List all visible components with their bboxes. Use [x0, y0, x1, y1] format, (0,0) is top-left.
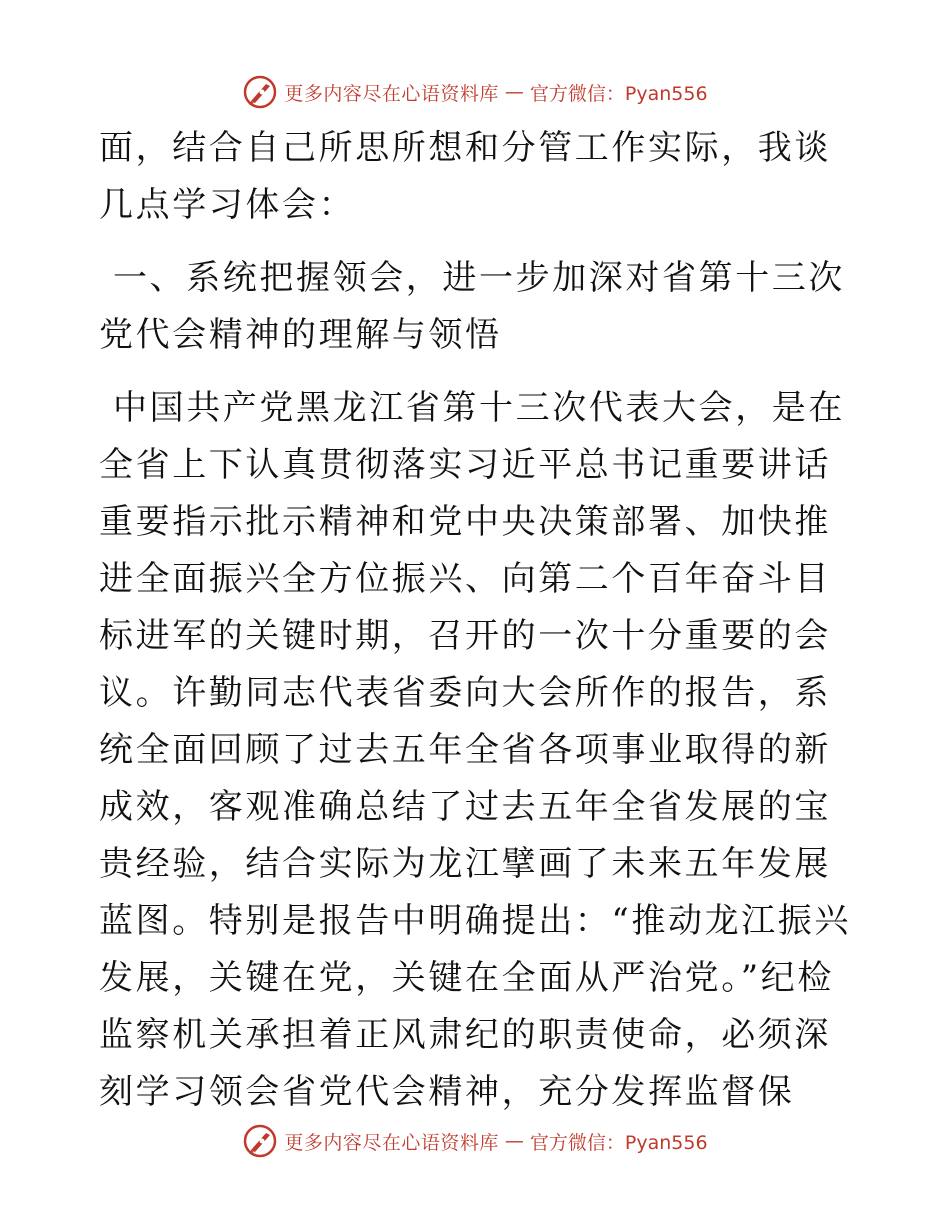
banner-dash: — [504, 1130, 524, 1152]
intro-paragraph: 面，结合自己所思所想和分管工作实际，我谈几点学习体会： [99, 128, 831, 225]
header-banner [0, 72, 950, 112]
body-paragraph: 中国共产党黑龙江省第十三次代表大会，是在全省上下认真贯彻落实习近平总书记重要讲话重要指示批示精神和党中央决策部署、加快推进全面振兴全方位振兴、向第二个百年奋斗目标进军的关键时期，召开的一次十分重要的会议。许勤同志代表省委向大会所作的报告，系统全面回顾了过去五年全省各项事业取得的新成效，客观准确总结了过去五年全省发展的宝贵经验，结合实际为龙江擘画了未来五年发展蓝图。特别是报告中明确提出：“推动龙江振兴发展，关键在党，关键在全面从严治党。”纪检监察机关承担着正风肃纪的职责使命，必须深刻学习领会省党代会精神，充分发挥监督保 [99, 388, 851, 1112]
section-heading: 一、系统把握领会，进一步加深对省第十三次党代会精神的理解与领悟 [99, 258, 845, 355]
pen-logo-icon [242, 1123, 278, 1159]
banner-wechat: 官方微信：Pyan556 [529, 82, 708, 105]
document-body [99, 120, 851, 1121]
banner-dash: — [504, 81, 524, 103]
banner-text: 更多内容尽在心语资料库 [284, 82, 499, 105]
pen-logo-icon [242, 74, 278, 110]
banner-wechat: 官方微信：Pyan556 [529, 1131, 708, 1154]
banner-text: 更多内容尽在心语资料库 [284, 1131, 499, 1154]
footer-banner [0, 1121, 950, 1161]
